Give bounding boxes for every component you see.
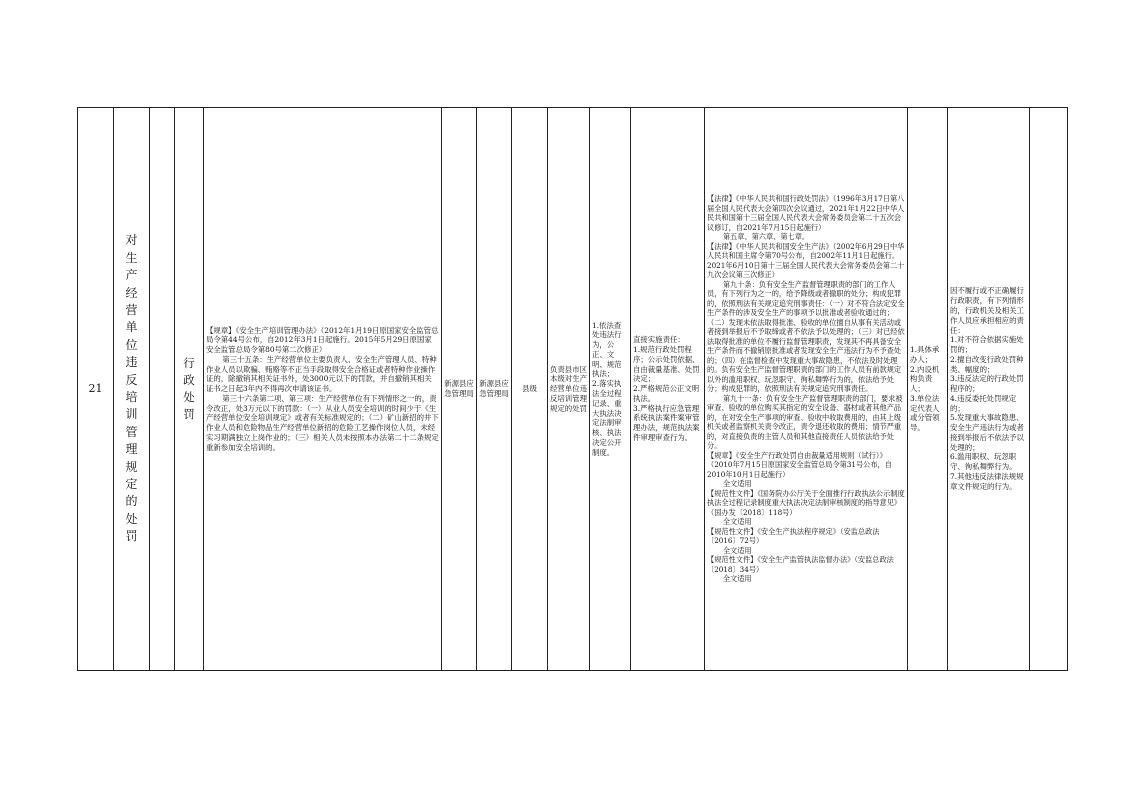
responsibility-item: 2.落实执法全过程记录、重大执法决定法制审核、执法决定公开制度。 [592,379,622,457]
responsibility-item: 1.依法查处违法行为，公正、文明、规范执法； [592,320,622,379]
situation-item: 5.发现重大事故隐患、安全生产违法行为或者接到举报后不依法予以处理的； [950,413,1024,452]
accountability-paragraph: 【法律】《中华人民共和国安全生产法》（2002年6月29日中华人民共和国主席令第70号公布，自2002年11月1日起施行。2021年6月10日第十三届全国人民代表大会常务委员会第二十九次会议第三次修正） [707,241,905,280]
remarks-cell [1030,108,1068,671]
basis-paragraph: 【规章】《安全生产培训管理办法》（2012年1月19日原国家安全监管总局令第44号公布，自2012年3月1日起施行。2015年5月29日原国家安全监管总局令第80号第二次修正） [206,325,439,355]
row-index: 21 [78,108,114,671]
situation-item: 6.滥用职权、玩忽职守、徇私舞弊行为。 [950,452,1017,472]
accountability-paragraph: 第九十条：负有安全生产监督管理职责的部门的工作人员，有下列行为之一的，给予降级或者撤职的处分；构成犯罪的，依照刑法有关规定追究刑事责任：（一）对不符合法定安全生产条件的涉及安全生产的事项予以批准或者验收通过的；（二）发现未依法取得批准、验收的单位擅自从事有关活动或者接到举报后不予取缔或者不依法予以处理的；（三）对已经依法取得批准的单位不履行监督管理职责，发现其不再具备安全生产条件而不撤销原批准或者发现安全生产违法行为不予查处的；（四）在监督检查中发现重大事故隐患，不依法及时处理的。负有安全生产监督管理职责的部门的工作人员有前款规定以外的滥用职权、玩忽职守、徇私舞弊行为的，依法给予处分；构成犯罪的，依照刑法有关规定追究刑事责任。 [707,279,905,394]
basis-paragraph: 第三十五条：生产经营单位主要负责人、安全生产管理人员、特种作业人员以欺骗、贿赂等不正当手段取得安全合格证或者特种作业操作证的，除撤销其相关证书外，处3000元以下的罚款，并自撤销其相关证书之日起3年内不得再次申请该证书。 [206,354,437,394]
accountability-paragraph: 【规范性文件】《安全生产监管执法监督办法》（安监总政法〔2018〕34号） [707,555,894,574]
level-cell: 县级 [512,108,548,671]
subitem-cell [150,108,175,671]
table-row [78,108,1068,671]
situation-item: 2.擅自改变行政处罚种类、幅度的； [950,354,1024,374]
accountability-paragraph: 【规范性文件】《国务院办公厅关于全面推行行政执法公示制度执法全过程记录制度重大执法决定法制审核制度的指导意见》（国办发〔2018〕118号） [707,488,905,517]
responsible-person-item: 3.单位法定代表人或分管领导。 [910,393,940,433]
responsibility-cell [590,108,631,671]
duty-item: 1.规范行政处罚程序；公示处罚依据、自由裁量基准、处罚决定； [633,345,700,384]
accountability-basis-cell [705,108,908,671]
duty-item: 3.严格执行应急管理系统执法案件案审管理办法，规范执法案件审理审查行为。 [633,403,700,442]
situation-item: 1.对不符合依据实施处罚的； [950,335,1024,355]
accountability-paragraph: 第五章、第六章、第七章。 [722,232,810,242]
accountability-paragraph: 全文适用 [722,479,752,489]
implementing-body-cell: 新源县应急管理局 [442,108,477,671]
duties-cell [631,108,705,671]
power-list-table [77,107,1068,671]
accountability-paragraph: 【法律】《中华人民共和国行政处罚法》（1996年3月17日第八届全国人民代表大会第四次会议通过，2021年1月22日中华人民共和国第十三届全国人民代表大会常务委员会第二十五次会议修订，自2021年7月15日起施行） [707,194,905,232]
accountability-paragraph: 全文适用 [722,517,752,527]
accountability-situations-cell [948,108,1030,671]
item-name-cell: 对生产经营单位违反培训管理规定的处罚 [114,108,150,671]
responsible-persons-cell [908,108,948,671]
situation-item: 因不履行或不正确履行行政职责，有下列情形的，行政机关及相关工作人员应承担相应的责任： [950,286,1024,335]
duty-item: 2.严格规范公正文明执法。 [633,384,700,403]
accountability-paragraph: 【规章】《安全生产行政处罚自由裁量适用规则（试行）》（2010年7月15日原国家安全监管总局令第31号公布，自2010年10月1日起施行） [707,450,892,479]
accountability-paragraph: 【规范性文件】《安全生产执法程序规定》（安监总政法〔2016〕72号） [707,526,880,546]
situation-item: 7.其他违反法律法规规章文件规定的行为。 [950,472,1024,491]
accountability-paragraph: 全文适用 [722,545,752,555]
scope-cell: 负责县市区本级对生产经营单位违反培训管理规定的处罚 [548,108,590,671]
responsible-person-item: 1.具体承办人； [910,345,940,364]
power-type-cell: 行政处罚 [175,108,204,671]
situation-item: 4.违反委托处罚规定的； [950,393,1017,413]
situation-item: 3.违反法定的行政处罚程序的； [950,374,1024,394]
accountability-paragraph: 全文适用 [722,574,752,584]
duty-item: 直接实施责任： [633,335,685,345]
basis-paragraph: 第三十六条第二项、第三项：生产经营单位有下列情形之一的，责令改正，处3万元以下的罚款：（一）从业人员安全培训的时间少于《生产经营单位安全培训规定》或者有关标准规定的；（二）矿山新招的井下作业人员和危险物品生产经营单位新招的危险工艺操作岗位人员，未经实习期满独立上岗作业的；（三）相关人员未按照本办法第二十二条规定重新参加安全培训的。 [206,393,439,452]
responsible-person-item: 2.内设机构负责人； [910,364,940,394]
accountability-paragraph: 第九十一条：负有安全生产监督管理职责的部门，要求被审查、验收的单位购买其指定的安全设备、器材或者其他产品的，在对安全生产事项的审查、验收中收取费用的，由其上级机关或者监察机关责令改正，责令退还收取的费用；情节严重的，对直接负责的主管人员和其他直接责任人员依法给予处分。 [707,393,903,451]
responsible-unit-cell: 新源县应急管理局 [477,108,512,671]
power-list-page [77,107,1047,671]
legal-basis-cell [204,108,442,671]
